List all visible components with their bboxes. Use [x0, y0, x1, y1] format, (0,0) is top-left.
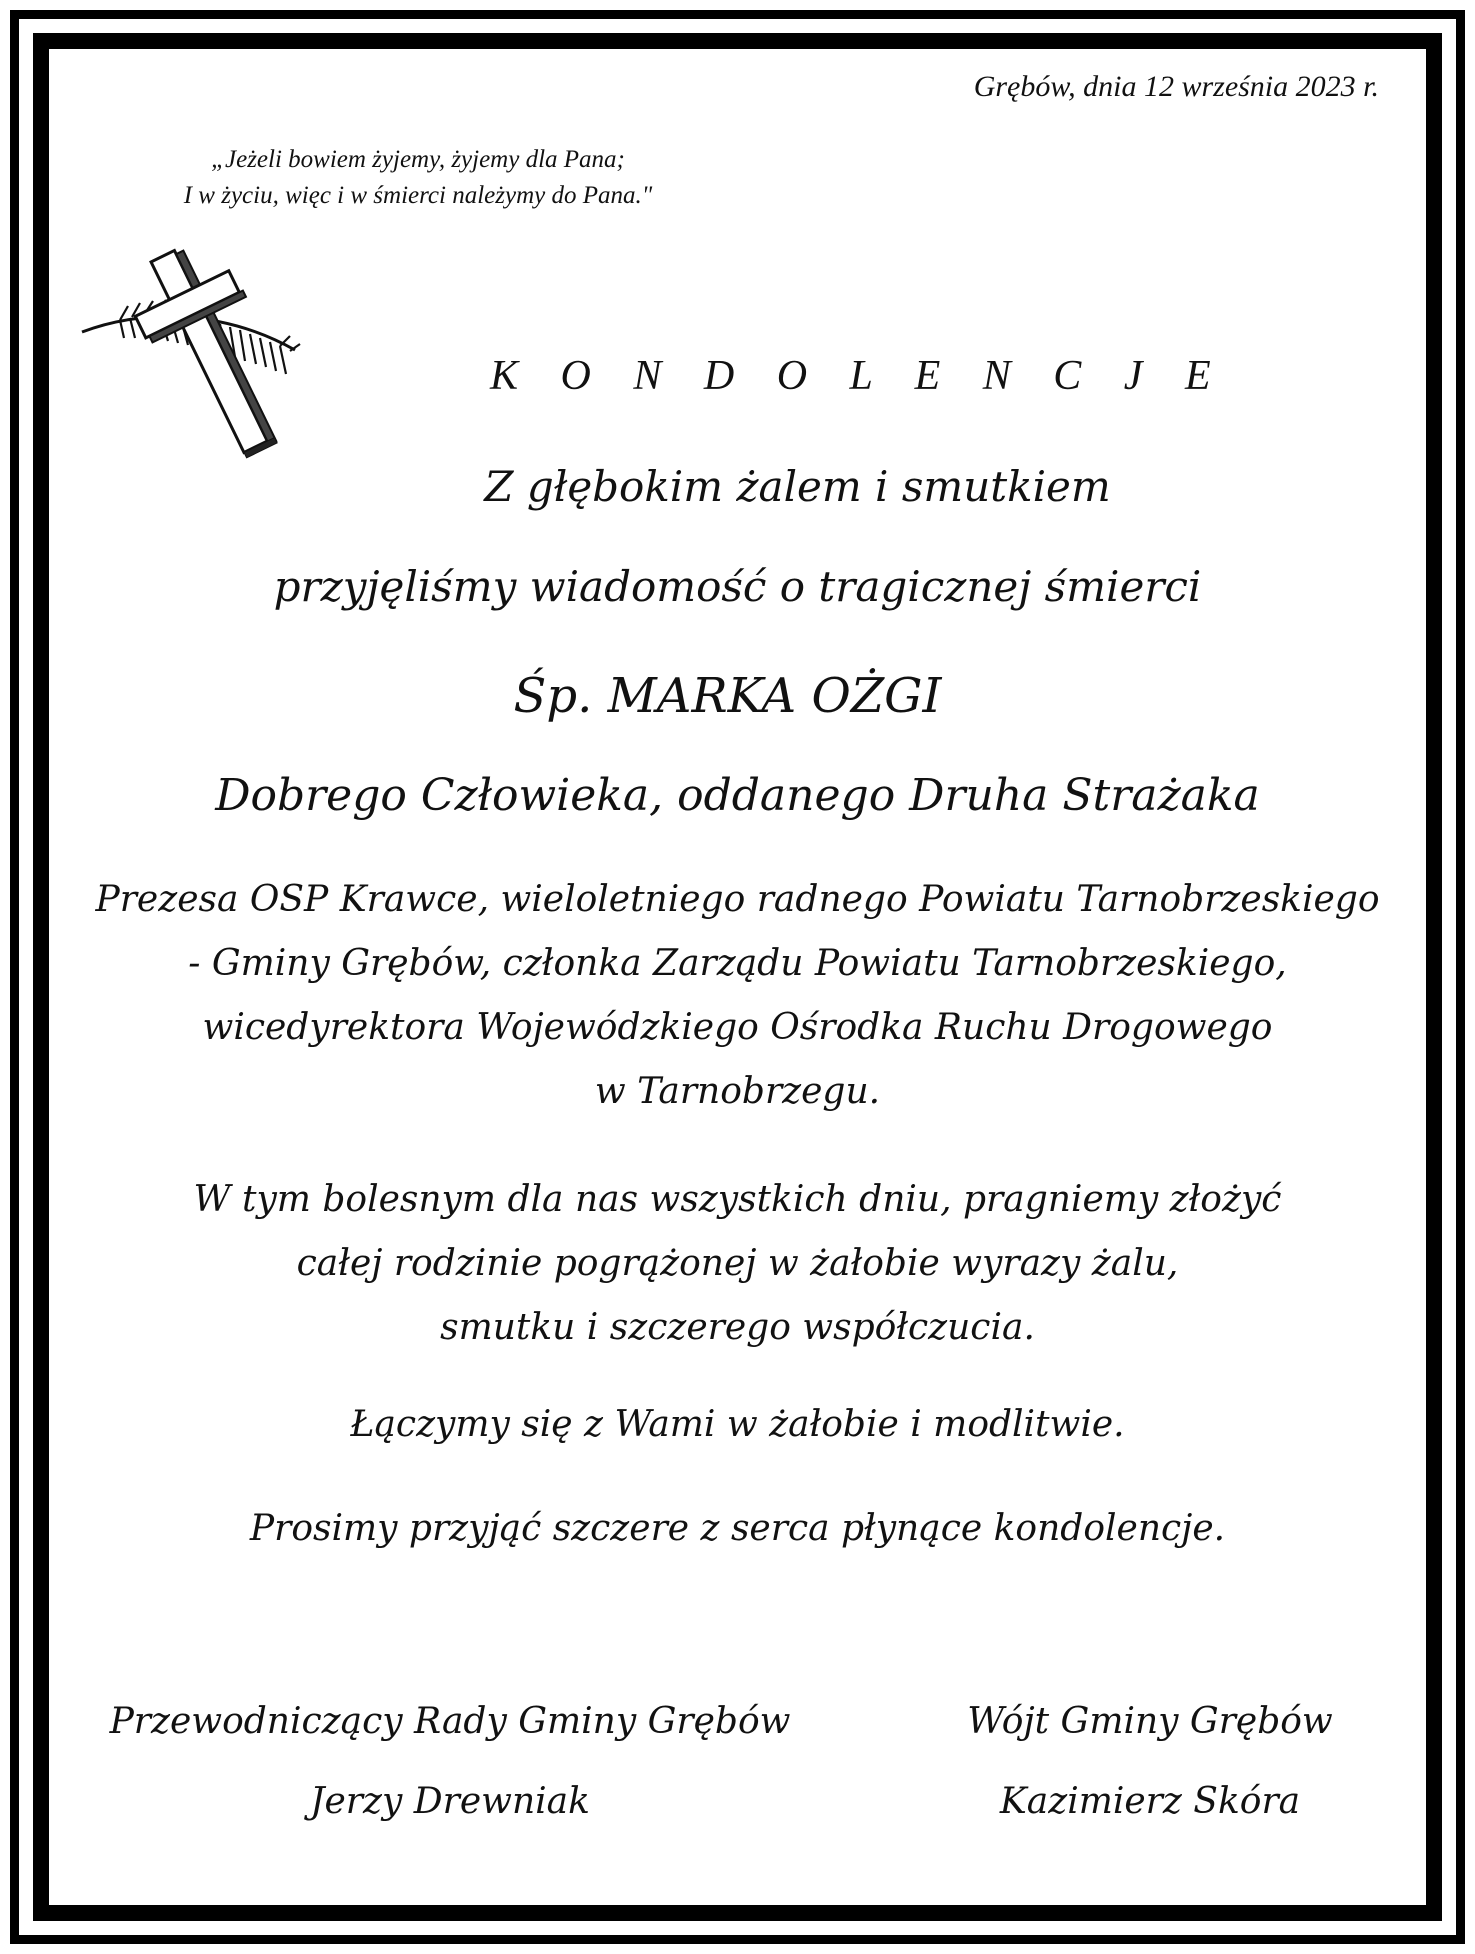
signature-right — [930, 1682, 1370, 1842]
roles-line-2: - Gminy Grębów, członka Zarządu Powiatu Tarnobrzeskiego, — [188, 943, 1287, 984]
signature-left-name: Jerzy Drewniak — [310, 1781, 590, 1822]
heading-condolences: K O N D O L E N C J E — [490, 353, 1227, 399]
bible-quote — [108, 142, 728, 214]
roles-paragraph — [0, 868, 1475, 1124]
quote-line-1: „Jeżeli bowiem żyjemy, żyjemy dla Pana; — [211, 146, 625, 173]
roles-line-3: wicedyrektora Wojewódzkiego Ośrodka Ruchu Drogowego — [202, 1007, 1273, 1048]
signature-right-title: Wójt Gminy Grębów — [967, 1701, 1333, 1742]
roles-line-4: w Tarnobrzegu. — [594, 1071, 881, 1112]
prayer-line: Łączymy się z Wami w żałobie i modlitwie. — [350, 1404, 1125, 1445]
tribute-line: Dobrego Człowieka, oddanego Druha Strażaka — [215, 770, 1260, 821]
quote-line-2: I w życiu, więc i w śmierci należymy do Pana." — [183, 182, 653, 209]
intro-line-1: Z głębokim żalem i smutkiem — [484, 462, 1111, 511]
condolence-line-2: całej rodzinie pogrążonej w żałobie wyrazy żalu, — [296, 1243, 1179, 1284]
condolence-line-1: W tym bolesnym dla nas wszystkich dniu, pragniemy złożyć — [193, 1179, 1282, 1220]
signature-right-name: Kazimierz Skóra — [999, 1781, 1301, 1822]
cross-with-palm-icon — [80, 240, 360, 470]
signature-left-title: Przewodniczący Rady Gminy Grębów — [109, 1701, 791, 1742]
condolence-paragraph — [0, 1168, 1475, 1360]
signature-left — [100, 1682, 800, 1842]
document-date: Grębów, dnia 12 września 2023 r. — [973, 70, 1379, 103]
intro-line-2: przyjęliśmy wiadomość o tragicznej śmierci — [273, 562, 1202, 611]
roles-line-1: Prezesa OSP Krawce, wieloletniego radnego Powiatu Tarnobrzeskiego — [95, 879, 1380, 920]
condolence-line-3: smutku i szczerego współczucia. — [440, 1307, 1035, 1348]
closing-line: Prosimy przyjąć szczere z serca płynące kondolencje. — [249, 1508, 1226, 1549]
deceased-name: Śp. MARKA OŻGI — [513, 668, 942, 724]
